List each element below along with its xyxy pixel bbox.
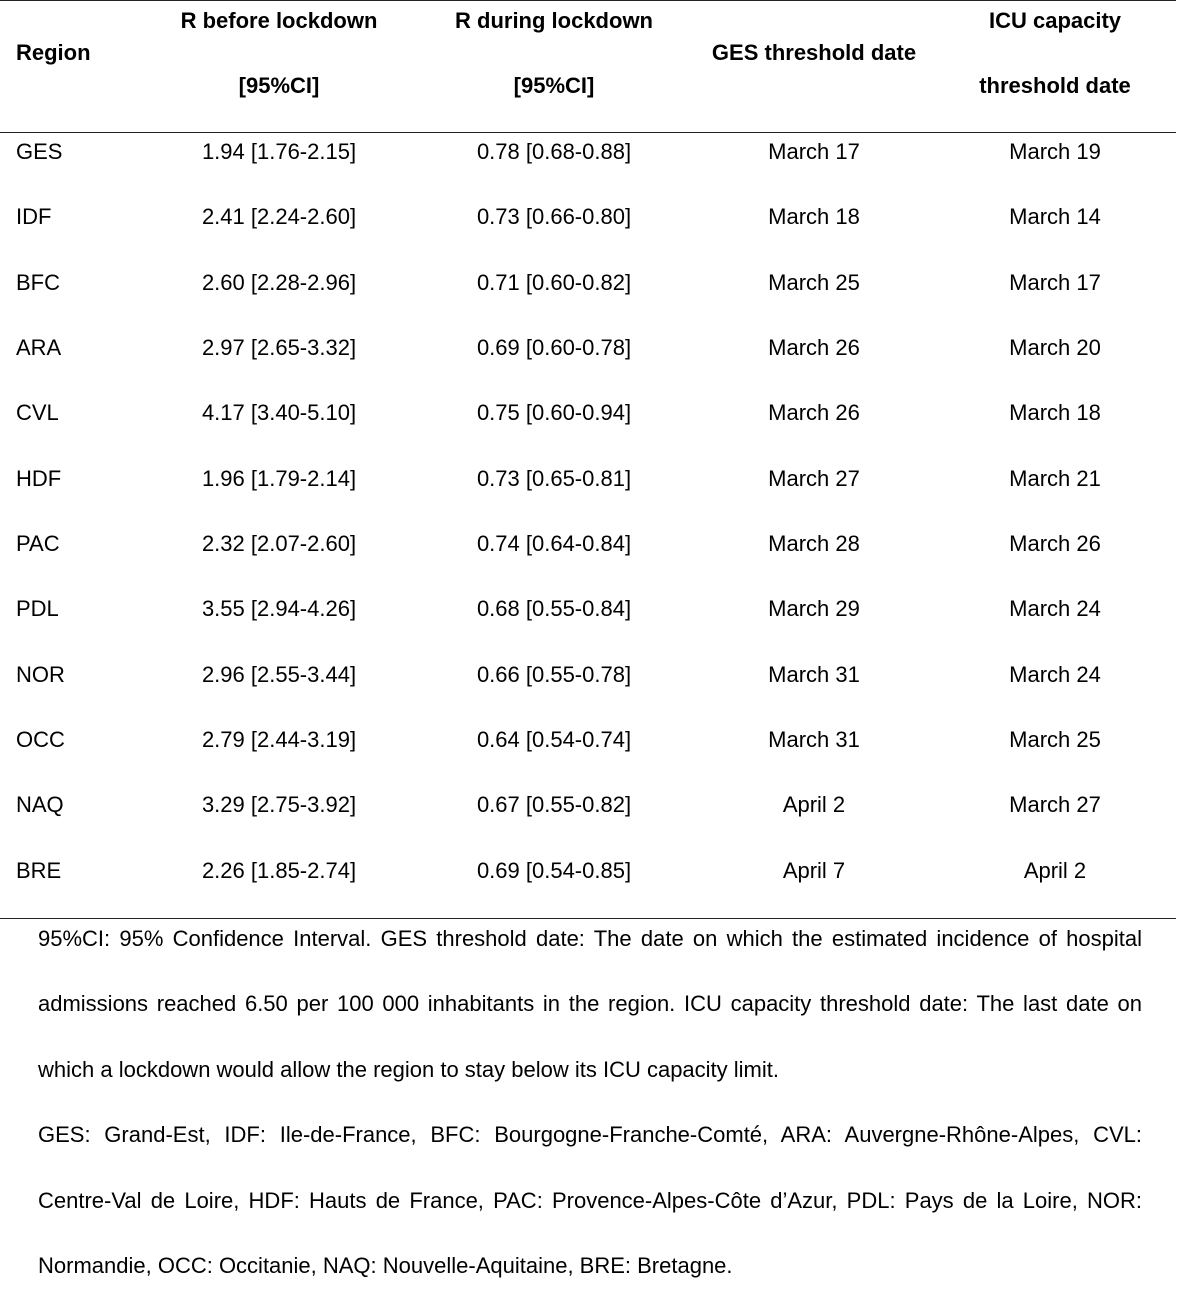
cell-icu-date: March 25	[1009, 727, 1101, 752]
header-r-during-line2: [95%CI]	[513, 73, 595, 98]
cell-region: PAC	[16, 531, 60, 556]
cell-r-before: 2.41 [2.24-2.60]	[201, 204, 357, 229]
cell-r-during: 0.73 [0.65-0.81]	[476, 466, 632, 491]
table-row	[0, 592, 1176, 626]
cell-ges-date: April 7	[782, 858, 846, 883]
header-icu-line2: threshold date	[979, 73, 1131, 98]
table-footnotes	[38, 906, 1142, 1298]
cell-ges-date: March 28	[768, 531, 860, 556]
cell-icu-date: March 14	[1009, 204, 1101, 229]
header-icu-line1: ICU capacity	[988, 8, 1122, 33]
cell-ges-date: March 31	[768, 727, 860, 752]
table-header-rule	[0, 132, 1176, 133]
cell-r-during: 0.67 [0.55-0.82]	[476, 792, 632, 817]
cell-ges-date: March 27	[768, 466, 860, 491]
cell-r-during: 0.66 [0.55-0.78]	[476, 662, 632, 687]
cell-ges-date: March 26	[768, 400, 860, 425]
cell-r-before: 2.26 [1.85-2.74]	[201, 858, 357, 883]
cell-icu-date: March 20	[1009, 335, 1101, 360]
header-r-before	[179, 4, 379, 102]
cell-icu-date: March 19	[1009, 139, 1101, 164]
cell-region: IDF	[16, 204, 52, 229]
cell-ges-date: March 17	[768, 139, 860, 164]
footnote-definitions: 95%CI: 95% Confidence Interval. GES threshold date: The date on which the estimated incidence of hospital admissions reached 6.50 per 100 000 inhabitants in the region. ICU capacity threshold date: The last date on which a lockdown would allow the region to stay below its ICU capacity limit.	[38, 926, 1142, 1082]
table-row	[0, 396, 1176, 430]
table-row	[0, 788, 1176, 822]
cell-region: OCC	[16, 727, 65, 752]
cell-region: BFC	[16, 270, 60, 295]
table-row	[0, 331, 1176, 365]
cell-r-before: 2.97 [2.65-3.32]	[201, 335, 357, 360]
table-row	[0, 854, 1176, 888]
cell-r-before: 4.17 [3.40-5.10]	[201, 400, 357, 425]
cell-icu-date: March 26	[1009, 531, 1101, 556]
table-row	[0, 200, 1176, 234]
cell-r-during: 0.69 [0.60-0.78]	[476, 335, 632, 360]
header-ges-date	[698, 36, 930, 69]
table-row	[0, 462, 1176, 496]
cell-icu-date: March 18	[1009, 400, 1101, 425]
cell-icu-date: March 17	[1009, 270, 1101, 295]
header-r-during-line1: R during lockdown	[455, 8, 653, 33]
cell-region: BRE	[16, 858, 62, 883]
cell-r-during: 0.69 [0.54-0.85]	[476, 858, 632, 883]
cell-icu-date: March 24	[1009, 662, 1101, 687]
header-region-label: Region	[16, 40, 91, 65]
cell-ges-date: March 18	[768, 204, 860, 229]
cell-r-before: 2.96 [2.55-3.44]	[201, 662, 357, 687]
cell-region: NAQ	[16, 792, 64, 817]
table-row	[0, 266, 1176, 300]
cell-r-during: 0.78 [0.68-0.88]	[476, 139, 632, 164]
cell-r-before: 3.29 [2.75-3.92]	[201, 792, 357, 817]
cell-region: HDF	[16, 466, 62, 491]
cell-icu-date: March 27	[1009, 792, 1101, 817]
cell-r-during: 0.71 [0.60-0.82]	[476, 270, 632, 295]
cell-ges-date: March 25	[768, 270, 860, 295]
header-region	[16, 36, 91, 69]
cell-region: GES	[16, 139, 63, 164]
cell-icu-date: March 21	[1009, 466, 1101, 491]
table-row	[0, 723, 1176, 757]
cell-r-during: 0.68 [0.55-0.84]	[476, 596, 632, 621]
cell-r-before: 1.94 [1.76-2.15]	[201, 139, 357, 164]
cell-r-during: 0.74 [0.64-0.84]	[476, 531, 632, 556]
cell-ges-date: March 29	[768, 596, 860, 621]
header-icu-date	[965, 4, 1145, 102]
header-ges-date-label: GES threshold date	[711, 40, 917, 65]
table-row	[0, 135, 1176, 169]
table-row	[0, 658, 1176, 692]
cell-region: PDL	[16, 596, 59, 621]
cell-r-before: 3.55 [2.94-4.26]	[201, 596, 357, 621]
cell-ges-date: March 31	[768, 662, 860, 687]
cell-r-during: 0.75 [0.60-0.94]	[476, 400, 632, 425]
cell-ges-date: March 26	[768, 335, 860, 360]
cell-icu-date: April 2	[1023, 858, 1087, 883]
header-r-during	[447, 4, 661, 102]
cell-r-before: 2.79 [2.44-3.19]	[201, 727, 357, 752]
header-r-before-line2: [95%CI]	[238, 73, 320, 98]
cell-r-before: 2.60 [2.28-2.96]	[201, 270, 357, 295]
cell-r-before: 1.96 [1.79-2.14]	[201, 466, 357, 491]
cell-r-during: 0.73 [0.66-0.80]	[476, 204, 632, 229]
cell-ges-date: April 2	[782, 792, 846, 817]
footnote-abbreviations: GES: Grand-Est, IDF: Ile-de-France, BFC: Bourgogne-Franche-Comté, ARA: Auvergne-Rhône-Alpes, CVL: Centre-Val de Loire, HDF: Hauts de France, PAC: Provence-Alpes-Côte d’Azur, PDL: Pays de la Loire, NOR: Normandie, OCC: Occitanie, NAQ: Nouvelle-Aquitaine, BRE: Bretagne.	[38, 1122, 1142, 1279]
header-r-before-line1: R before lockdown	[180, 8, 378, 33]
cell-region: ARA	[16, 335, 62, 360]
cell-r-before: 2.32 [2.07-2.60]	[201, 531, 357, 556]
cell-region: NOR	[16, 662, 65, 687]
cell-r-during: 0.64 [0.54-0.74]	[476, 727, 632, 752]
cell-region: CVL	[16, 400, 59, 425]
table-row	[0, 527, 1176, 561]
cell-icu-date: March 24	[1009, 596, 1101, 621]
table-top-rule	[0, 0, 1176, 1]
